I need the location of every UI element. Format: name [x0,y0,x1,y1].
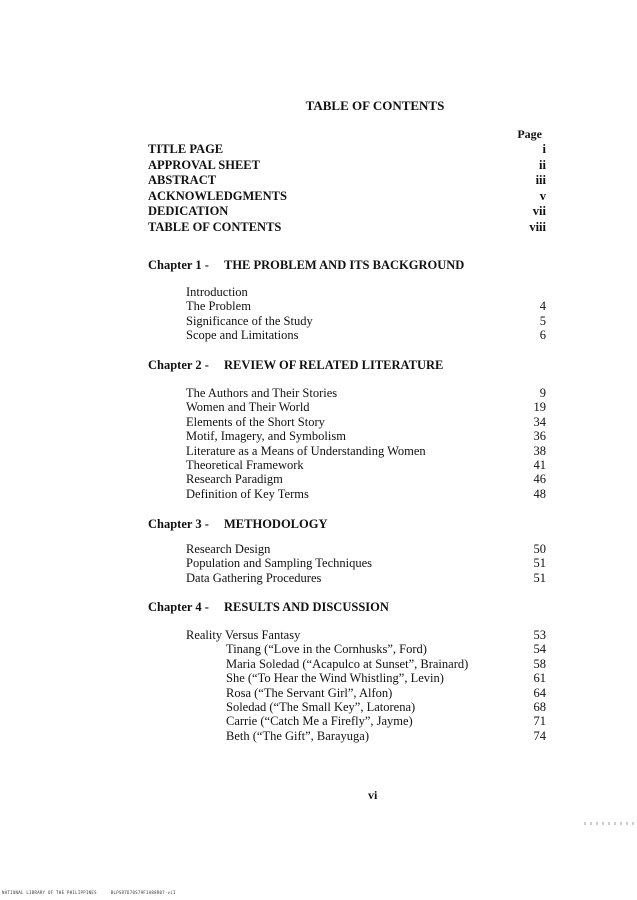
chapter-4-heading[interactable] [148,600,389,615]
entry-label: Significance of the Study [186,313,313,328]
entry-label: Soledad (“The Small Key”, Latorena) [226,699,416,714]
entry-page: 48 [533,486,546,501]
toc-entry[interactable] [186,444,546,458]
entry-page: 34 [533,414,546,429]
chapter-2-entries [186,386,546,501]
entry-page: 38 [533,443,546,458]
page-number: vi [368,788,378,802]
entry-label: She (“To Hear the Wind Whistling”, Levin) [226,671,444,686]
toc-subentry[interactable] [186,657,546,671]
entry-label: Definition of Key Terms [186,486,309,501]
entry-label: Rosa (“The Servant Girl”, Alfon) [226,685,393,700]
entry-page: i [542,142,546,156]
chapter-number: Chapter 4 - [148,600,209,614]
entry-page: 64 [533,685,546,700]
entry-label: Elements of the Short Story [186,414,325,429]
entry-label: TABLE OF CONTENTS [148,219,282,234]
chapter-title: METHODOLOGY [224,517,328,531]
entry-page: 6 [539,328,546,343]
toc-subentry[interactable] [186,729,546,743]
toc-subentry[interactable] [186,700,546,714]
entry-page: 5 [539,313,546,328]
chapter-number: Chapter 3 - [148,517,209,531]
entry-label: Scope and Limitations [186,328,299,343]
toc-entry[interactable] [186,487,546,501]
front-matter-item[interactable] [148,189,546,205]
chapter-1-entries [186,285,546,343]
entry-page: v [539,188,546,203]
toc-entry[interactable] [186,386,546,400]
chapter-number: Chapter 2 - [148,358,209,372]
toc-entry[interactable] [186,628,546,642]
scan-id: BLPSRTD70S79F1A88R07-viI [110,890,176,895]
toc-entry[interactable] [186,314,546,328]
toc-entry[interactable] [186,542,546,556]
toc-subentry[interactable] [186,671,546,685]
front-matter-item[interactable] [148,142,546,158]
entry-page: 41 [533,457,546,472]
entry-page: vii [532,204,546,218]
entry-label: DEDICATION [148,204,229,218]
entry-label: Introduction [186,285,248,299]
toc-subentry[interactable] [186,714,546,728]
library-stamp [2,890,176,895]
chapter-1-heading[interactable] [148,258,464,273]
front-matter-list [148,142,546,235]
entry-label: Research Paradigm [186,472,283,487]
page-column-header: Page [517,127,542,141]
entry-label: Population and Sampling Techniques [186,556,373,571]
front-matter-item[interactable] [148,158,546,174]
entry-label: Reality Versus Fantasy [186,628,301,642]
toc-entry[interactable] [186,328,546,342]
toc-entry[interactable] [186,429,546,443]
front-matter-item[interactable] [148,173,546,189]
entry-label: Literature as a Means of Understanding Women [186,443,426,458]
entry-page: 51 [533,556,546,571]
scan-artifact [584,822,636,825]
entry-page: 4 [539,299,546,314]
entry-page: 51 [533,570,546,585]
toc-entry[interactable] [186,400,546,414]
entry-page: 36 [533,429,546,444]
entry-page: 58 [533,656,546,671]
chapter-title: REVIEW OF RELATED LITERATURE [224,358,444,372]
entry-label: Data Gathering Procedures [186,570,322,585]
entry-label: Women and Their World [186,400,310,415]
entry-page: 9 [539,386,546,400]
chapter-number: Chapter 1 - [148,258,209,272]
entry-page: 61 [533,671,546,686]
entry-label: Research Design [186,542,271,556]
entry-label: TITLE PAGE [148,142,224,156]
entry-page: 46 [533,472,546,487]
entry-label: The Problem [186,299,251,314]
entry-label: ABSTRACT [148,173,217,187]
entry-label: Carrie (“Catch Me a Firefly”, Jayme) [226,714,413,729]
entry-page: iii [535,173,546,187]
entry-label: Tinang (“Love in the Cornhusks”, Ford) [226,642,427,657]
front-matter-item[interactable] [148,204,546,220]
chapter-3-entries [186,542,546,585]
chapter-title: RESULTS AND DISCUSSION [224,600,389,614]
toc-subentry[interactable] [186,686,546,700]
entry-label: The Authors and Their Stories [186,386,338,400]
toc-entry[interactable] [186,472,546,486]
toc-entry[interactable] [186,299,546,313]
chapter-2-heading[interactable] [148,358,443,373]
entry-page: 50 [533,542,546,556]
entry-page: 53 [533,628,546,642]
entry-label: ACKNOWLEDGMENTS [148,188,287,203]
entry-page: ii [539,157,546,172]
entry-label: Beth (“The Gift”, Barayuga) [226,728,369,743]
entry-page: 71 [533,714,546,729]
library-name: NATIONAL LIBRARY OF THE PHILIPPINES [2,890,97,895]
entry-page: viii [529,219,546,234]
entry-label: Motif, Imagery, and Symbolism [186,429,346,444]
entry-page: 19 [533,400,546,415]
chapter-4-entries [186,628,546,743]
front-matter-item[interactable] [148,220,546,236]
chapter-title: THE PROBLEM AND ITS BACKGROUND [224,258,465,272]
entry-label: Theoretical Framework [186,457,304,472]
toc-entry[interactable] [186,285,546,299]
page-title: TABLE OF CONTENTS [305,98,445,113]
entry-label: APPROVAL SHEET [148,157,260,172]
toc-entry[interactable] [186,458,546,472]
entry-page: 74 [533,728,546,743]
toc-subentry[interactable] [186,642,546,656]
entry-page: 54 [533,642,546,657]
toc-entry[interactable] [186,415,546,429]
entry-page: 68 [533,699,546,714]
toc-entry[interactable] [186,556,546,570]
entry-label: Maria Soledad (“Acapulco at Sunset”, Brainard) [226,656,469,671]
toc-entry[interactable] [186,571,546,585]
chapter-3-heading[interactable] [148,517,327,532]
